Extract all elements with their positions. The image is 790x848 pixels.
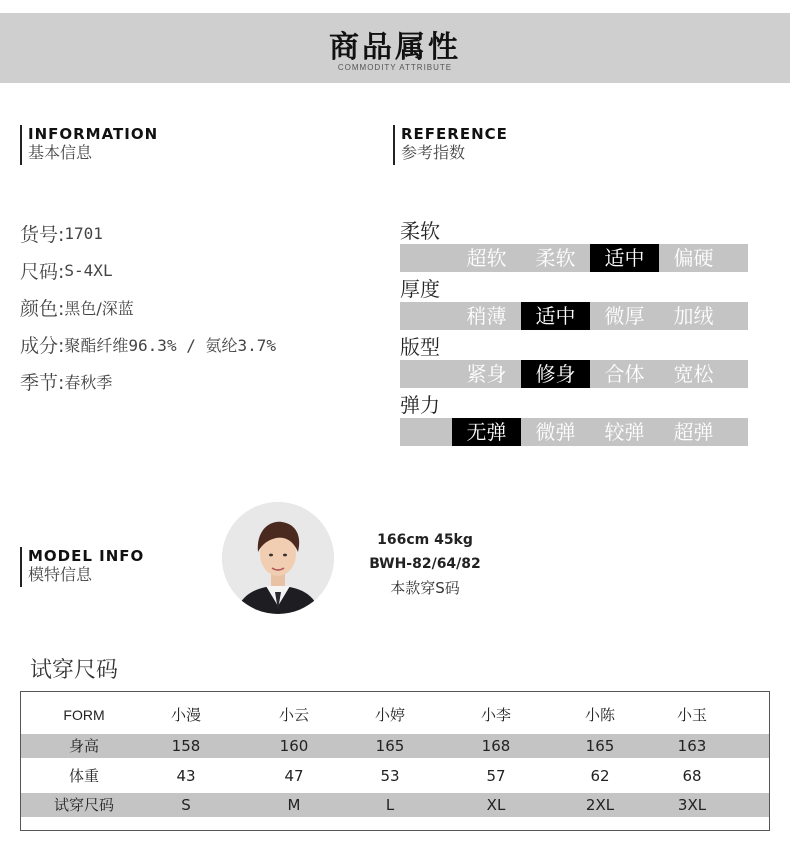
table-row-label: 体重 [68, 767, 99, 785]
table-cell: 168 [481, 737, 511, 755]
table-header-cell: 小云 [278, 706, 309, 724]
table-header-cell: 小李 [480, 706, 511, 724]
table-header-cell: 小漫 [170, 706, 201, 724]
table-cell: 47 [284, 767, 304, 785]
table-cell: 165 [585, 737, 615, 755]
page-title: 商品属性 [329, 30, 461, 65]
table-cell: 2XL [585, 796, 615, 814]
reference-option: 超弹 [673, 420, 714, 444]
information-list [20, 215, 380, 400]
model-info-title-en: MODEL INFO [28, 547, 145, 565]
info-row-item-no [20, 215, 380, 252]
try-on-title: 试穿尺码 [30, 658, 119, 683]
reference-title-cn: 参考指数 [401, 143, 466, 162]
model-info-header [20, 547, 144, 587]
model-bwh: BWH-82/64/82 [369, 556, 481, 572]
model-stats [355, 528, 495, 600]
table-cell: 160 [279, 737, 309, 755]
reference-group-softness [400, 218, 750, 272]
info-value: 聚酯纤维96.3% / 氨纶3.7% [64, 336, 277, 355]
reference-option: 适中 [521, 302, 590, 330]
table-row-label: 身高 [68, 737, 99, 755]
table-cell: 57 [486, 767, 506, 785]
reference-option: 微厚 [604, 304, 645, 328]
table-cell: XL [486, 796, 506, 814]
table-row [21, 793, 769, 817]
table-cell: 62 [590, 767, 610, 785]
info-value: 黑色/深蓝 [64, 299, 134, 318]
info-key: 尺码: [20, 261, 65, 283]
reference-option: 适中 [590, 244, 659, 272]
table-row [21, 734, 769, 758]
info-row-season [20, 363, 380, 400]
reference-bar [400, 418, 748, 446]
table-cell: 3XL [677, 796, 707, 814]
reference-option: 宽松 [673, 362, 714, 386]
table-cell: S [181, 796, 191, 814]
info-value: S-4XL [64, 261, 113, 280]
info-key: 成分: [20, 335, 65, 357]
table-cell: L [385, 796, 395, 814]
reference-option: 修身 [521, 360, 590, 388]
reference-option: 合体 [604, 362, 645, 386]
table-cell: 53 [380, 767, 400, 785]
reference-group-elasticity [400, 392, 750, 446]
reference-group-title: 弹力 [400, 393, 440, 417]
reference-title-en: REFERENCE [401, 125, 508, 143]
reference-bar [400, 360, 748, 388]
model-portrait-icon [222, 502, 334, 614]
reference-option: 柔软 [535, 246, 576, 270]
reference-option: 紧身 [466, 362, 507, 386]
info-row-color [20, 289, 380, 326]
page-subtitle: COMMODITY ATTRIBUTE [337, 63, 453, 72]
info-value: 1701 [64, 224, 103, 243]
model-height-weight: 166cm 45kg [377, 532, 473, 548]
info-row-composition [20, 326, 380, 363]
info-key: 货号: [20, 224, 65, 246]
table-cell: 158 [171, 737, 201, 755]
model-avatar [222, 502, 334, 614]
table-header-cell: 小玉 [676, 706, 707, 724]
reference-group-fit [400, 334, 750, 388]
info-row-size [20, 252, 380, 289]
reference-group-title: 柔软 [400, 219, 440, 243]
information-header [20, 125, 158, 165]
reference-option: 超软 [466, 246, 507, 270]
table-header-row [21, 703, 769, 727]
model-wears-size: 本款穿S码 [390, 579, 460, 597]
table-cell: 165 [375, 737, 405, 755]
information-title-en: INFORMATION [28, 125, 159, 143]
info-key: 季节: [20, 372, 65, 394]
reference-header [393, 125, 508, 165]
reference-bar [400, 302, 748, 330]
reference-option: 微弹 [535, 420, 576, 444]
try-on-table [20, 691, 770, 831]
table-row [21, 764, 769, 788]
reference-group-title: 版型 [400, 335, 440, 359]
reference-bar [400, 244, 748, 272]
info-value: 春秋季 [64, 373, 113, 392]
reference-group-thickness [400, 276, 750, 330]
table-row-label: 试穿尺码 [53, 796, 114, 814]
model-info-title-cn: 模特信息 [28, 565, 93, 584]
reference-option: 稍薄 [466, 304, 507, 328]
reference-option: 无弹 [452, 418, 521, 446]
reference-option: 加绒 [673, 304, 714, 328]
table-cell: M [287, 796, 301, 814]
table-cell: 163 [677, 737, 707, 755]
information-title-cn: 基本信息 [28, 143, 93, 162]
table-header-cell: 小婷 [374, 706, 405, 724]
table-header-cell: FORM [63, 707, 105, 723]
table-cell: 68 [682, 767, 702, 785]
table-cell: 43 [176, 767, 196, 785]
reference-option: 偏硬 [673, 246, 714, 270]
reference-scales [400, 218, 750, 450]
reference-group-title: 厚度 [400, 277, 440, 301]
reference-option: 较弹 [604, 420, 645, 444]
table-header-cell: 小陈 [584, 706, 615, 724]
info-key: 颜色: [20, 298, 65, 320]
